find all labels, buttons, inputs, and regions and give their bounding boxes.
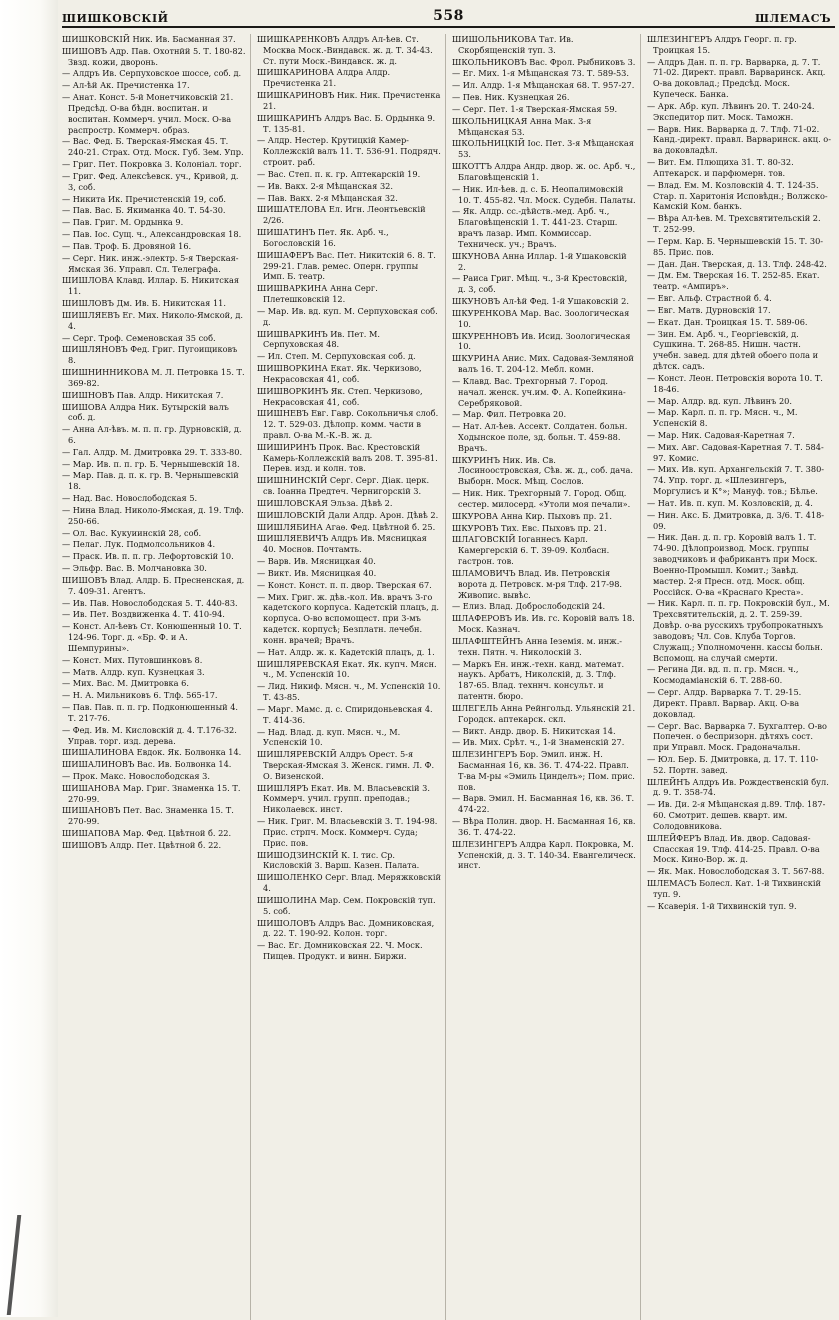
- directory-entry: — Матв. Алдр. куп. Кузнецкая 3.: [62, 666, 205, 677]
- directory-entry: — Анат. Конст. 5-й Монетчиковскій 21. Предсѣд. О-ва бѣдн. воспитан. и воспитан. Коммерч. учил. Моск. О-ва распростр. Коммерч. образ.: [62, 92, 234, 135]
- directory-entry: ШКУРИНЪ Ник. Ив. Св. Лосиноостровская, Сѣв. ж. д., соб. дача. Выборн. Моск. Мѣщ. Сослов.: [452, 454, 634, 487]
- directory-entry: — Ег. Мих. 1-я Мѣщанская 73. Т. 589-53.: [452, 68, 629, 79]
- directory-entry: — Ник. Дан. д. п. гр. Коровій валъ 1. Т. 74-90. Дѣлопроизвод. Моск. группы заводчиковъ и фабрикантъ при Моск. Военно-Промышл. Комит.; Завѣд. мастер. 2-я Пресн. отд. Моск. общ. Россійск. О-ва «Краснаго Креста».: [647, 532, 818, 597]
- directory-entry: — Над. Вас. Новослободская 5.: [62, 493, 198, 504]
- directory-entry: ШЛЕГЕЛЬ Анна Рейнгольд. Ульянскій 21. Городск. аптекарск. скл.: [452, 702, 636, 724]
- directory-entry: ШКОЛЬНИКОВЪ Вас. Фрол. Рыбниковъ 3.: [452, 56, 636, 67]
- directory-entry: ШИШЛЯНОВЪ Фед. Григ. Пугоищиковъ 8.: [62, 344, 238, 366]
- directory-entry: ШИШАНОВЪ Пет. Вас. Знаменка 15. Т. 270-99.: [62, 805, 234, 827]
- directory-entry: — Викт. Андр. двор. Б. Никитская 14.: [452, 725, 616, 736]
- directory-entry: — Пав. Вас. Б. Якиманка 40. Т. 54-30.: [62, 205, 226, 216]
- directory-entry: — Григ. Фед. Алексѣевск. уч., Кривой, д. 3, соб.: [62, 170, 239, 192]
- directory-entry: — Як. Мак. Новослободская 3. Т. 567-88.: [647, 866, 825, 877]
- directory-entry: ШКОТТЪ Алдра Андр. двор. ж. ос. Арб. ч., Благовѣщенскій 1.: [452, 161, 636, 182]
- directory-entry: ШИШОВЪ Адр. Пав. Охотнйй 5. Т. 180-82. Звзд. кожи, дворонь.: [62, 45, 246, 67]
- directory-entry: — Мар. Ив. вд. куп. М. Серпуховская соб. д.: [257, 305, 438, 327]
- directory-entry: — Гал. Алдр. М. Дмитровка 29. Т. 333-80.: [62, 446, 243, 457]
- directory-entry: — Никита Ик. Пречистенскій 19, соб.: [62, 193, 227, 204]
- directory-entry: — Пав. Григ. М. Ордынка 9.: [62, 217, 184, 228]
- header-rule: [62, 26, 835, 28]
- directory-entry: ШИШОДЗИНСКІЙ К. І. тис. Ср. Кисловскій 3. Варш. Казен. Палата.: [257, 849, 420, 871]
- directory-entry: ШИШОВЪ Влад. Алдр. Б. Пресненская, д. 7. 409-31. Агентъ.: [62, 574, 245, 596]
- directory-entry: ШЛЕЗИНГЕРЪ Алдра Карл. Покровка, М. Успенскій, д. 3. Т. 140-34. Евангелическ. инст.: [452, 838, 636, 871]
- directory-entry: — Ив. Мих. Срѣт. ч., 1-й Знаменскій 27.: [452, 737, 625, 748]
- directory-entry: ШИШНИННИКОВА М. Л. Петровка 15. Т. 369-82.: [62, 367, 245, 388]
- directory-entry: ШИШНЕВЪ Евг. Гавр. Сокольничья слоб. 12. Т. 529-03. Дѣлопр. комм. части в правл. О-ва М.-К.-В. ж. д.: [257, 408, 439, 440]
- directory-entry: ШКУНОВА Анна Иллар. 1-й Ушаковскій 2.: [452, 250, 627, 272]
- directory-entry: — Ол. Вас. Кукуиинскій 28, соб.: [62, 527, 202, 538]
- directory-entry: ШИШАЛИНОВА Евдок. Як. Болвонка 14.: [62, 747, 242, 758]
- directory-entry: — Вас. Степ. п. к. гр. Аптекарскій 19.: [257, 168, 421, 179]
- directory-entry: — Ксаверія. 1-й Тихвинскій туп. 9.: [647, 900, 797, 911]
- directory-entry: — Влад. Ем. М. Козловскій 4. Т. 124-35. Стар. п. Харитонія Исповѣдн.; Волжско-Камскій Ком. банкъ.: [647, 179, 828, 212]
- directory-entry: ШИШЛЯРЕВСКІЙ Алдръ Орест. 5-я Тверская-Ямская 3. Женск. гимн. Л. Ф. О. Визенской.: [257, 749, 435, 781]
- directory-entry: ШИШКАРИНЪ Алдръ Вас. Б. Ордынка 9. Т. 135-81.: [257, 112, 436, 134]
- directory-entry: — Дан. Дан. Тверская, д. 13. Тлф. 248-42.: [647, 258, 827, 269]
- directory-entry: ШЛАФЕРОВЪ Ив. Ив. гс. Коровій валъ 18. Моск. Казнач.: [452, 613, 635, 635]
- directory-entry: ШКОЛЬНИЦКІЙ Іос. Пет. 3-я Мѣщанская 53.: [452, 138, 634, 160]
- directory-entry: — Вѣра Полин. двор. Н. Басманная 16, кв. 36. Т. 474-22.: [452, 816, 636, 837]
- directory-entry: ШИШЛЯЕВЪ Ег. Мих. Николо-Ямской, д. 4.: [62, 309, 243, 331]
- directory-entry: ШЛАГОВСКІЙ Іоганнесъ Карл. Камергерскій 6. Т. 39-09. Колбасн. гастрон. тов.: [452, 534, 610, 567]
- directory-entry: ШЛЕЙНЪ Алдръ Ив. Рождественскій бул. д. 9. Т. 358-74.: [647, 776, 829, 798]
- directory-entry: — Нин. Акс. Б. Дмитровка, д. 3/6. Т. 418-09.: [647, 509, 825, 531]
- directory-entry: — Алдръ Ив. Серпуховское шоссе, соб. д.: [62, 68, 242, 79]
- directory-entry: — Як. Алдр. сс.-дѣйств.-мед. Арб. ч., Благовѣщенскій 1. Т. 441-23. Старш. врачъ лазар. Имп. Коммиссар. Техническ. уч.; Врачъ.: [452, 206, 618, 249]
- directory-entry: — Раиса Григ. Мѣщ. ч., 3-й Крестовскій, д. 3, соб.: [452, 273, 628, 295]
- directory-entry: — Серг. Троф. Семеновская 35 соб.: [62, 332, 216, 343]
- directory-entry: ШИШАПОВА Мар. Фед. Цвѣтной б. 22.: [62, 828, 232, 839]
- directory-entry: — Ал-ѣй Ак. Пречистенка 17.: [62, 80, 190, 91]
- directory-entry: ШИШАТЕЛОВА Ел. Игн. Леонтьевскій 2/26.: [257, 204, 426, 226]
- directory-entry: ШКУНОВЪ Ал-ѣй Фед. 1-й Ушаковскій 2.: [452, 296, 629, 307]
- directory-entry: — Ник. Ник. Трехгорный 7. Город. Общ. сестер. милосерд. «Утоли моя печали».: [452, 488, 631, 509]
- directory-entry: ШИШОВЪ Алдр. Пет. Цвѣтной б. 22.: [62, 839, 222, 850]
- directory-entry: — Пав. Пав. п. п. гр. Подконюшенный 4. Т. 217-76.: [62, 702, 239, 723]
- directory-entry: — Григ. Пет. Покровка 3. Колоніал. торг.: [62, 159, 242, 170]
- directory-entry: — Пав. Вакх. 2-я Мѣщанская 32.: [257, 192, 398, 203]
- column-4: [647, 34, 835, 1320]
- directory-entry: ШКУРОВА Анна Кир. Пыховъ пр. 21.: [452, 510, 613, 521]
- directory-entry: — Нат. Ал-ѣев. Ассект. Солдатен. больн. Ходынское поле, зд. больн. Т. 459-88. Врачъ.: [452, 421, 628, 453]
- directory-entry: — Пав. Іос. Сущ. ч., Александровская 18.: [62, 229, 242, 240]
- directory-entry: ШИШАТИНЪ Пет. Як. Арб. ч., Богословскій 16.: [257, 227, 389, 248]
- directory-entry: ШИШВОРКИНЪ Як. Степ. Черкизово, Некрасовская 41, соб.: [257, 385, 423, 407]
- directory-entry: — Екат. Дан. Троицкая 15. Т. 589-06.: [647, 316, 808, 327]
- directory-entry: — Ив. Пет. Воздвиженка 4. Т. 410-94.: [62, 609, 225, 620]
- directory-entry: — Викт. Ив. Мясницкая 40.: [257, 567, 377, 578]
- directory-entry: — Маркъ Ен. инж.-техн. канд. математ. наукъ. Арбатъ, Николскій, д. 3. Тлф. 187-65. Влад. техннч. консульт. и патентн. бюро.: [452, 658, 625, 702]
- directory-entry: — Серг. Алдр. Варварка 7. Т. 29-15. Директ. Правл. Варвар. Акц. О-ва доковлад.: [647, 687, 802, 719]
- directory-entry: — Мар. Карл. п. п. гр. Мясн. ч., М. Успенскій 8.: [647, 407, 798, 429]
- directory-entry: — Серг. Пет. 1-я Тверская-Ямская 59.: [452, 103, 618, 114]
- running-header: [62, 6, 835, 26]
- directory-entry: — Фед. Ив. М. Кисловскій д. 4. Т.176-32. Управ. торг. изд. дерева.: [62, 724, 237, 746]
- directory-entry: — Конст. Конст. п. п. двор. Тверская 67.: [257, 579, 432, 590]
- directory-entry: — Клавд. Вас. Трехгорный 7. Город. начал. женск. уч.им. Ф. А. Копейкина-Серебряковой.: [452, 375, 626, 408]
- directory-entry: ШЛЕЙФЕРЪ Влад. Ив. двор. Садовая-Спасская 19. Тлф. 414-25. Правл. О-ва Моск. Кино-Вор. ж. д.: [647, 832, 820, 865]
- directory-entry: — Мих. Ив. куп. Архангельскій 7. Т. 380-74. Упр. торг. д. «Шлезингеръ, Моргулисъ и К°»; Мануф. тов.; Бѣлье.: [647, 464, 825, 497]
- directory-entry: — Нат. Ив. п. куп. М. Козловскій, д. 4.: [647, 497, 813, 508]
- directory-entry: — Мих. Вас. М. Дмитровка 6.: [62, 678, 189, 689]
- directory-entry: ШИШОЛЕНКО Серг. Влад. Меряжковскій 4.: [257, 872, 441, 894]
- directory-entry: — Арк. Абр. куп. Лѣвинъ 20. Т. 240-24. Экспедитор пит. Моск. Таможн.: [647, 100, 815, 122]
- directory-entry: ШИШНИНСКІЙ Серг. Серг. Діак. церк. св. Іоанна Предтеч. Чернигорскій 3.: [257, 475, 430, 497]
- directory-entry: — Герм. Кар. Б. Чернышевскій 15. Т. 30-85. Прис. пов.: [647, 235, 824, 257]
- directory-entry: ШИШЛОВЪ Дм. Ив. Б. Никитская 11.: [62, 298, 226, 309]
- directory-entry: — Алдръ Дан. п. п. гр. Варварка, д. 7. Т. 71-02. Директ. правл. Варваринск. Акц. О-ва доковлад.; Предсѣд. Моск. Купеческ. Банка.: [647, 56, 826, 100]
- directory-entry: — Дм. Ем. Тверская 16. Т. 252-85. Екат. театр. «Ампиръ».: [647, 270, 820, 292]
- directory-entry: ШИШКОВСКІЙ Ник. Ив. Басманная 37.: [62, 34, 236, 44]
- directory-entry: ШИШЛЯРЪ Екат. Ив. М. Власьевскій 3. Коммерч. учил. групп. преподав.; Николаевск. инст.: [257, 782, 430, 815]
- directory-entry: — Ник. Карл. п. п. гр. Покровскій бул., М. Трехсвятительскій, д. 2. Т. 259-39. Довѣр. о-ва русскихъ трубопрокатныхъ заводовъ; Чл. Сов. Клуба Торгов. Служащ.; Уполномоченн. кассы больн. Вспомощ. на случай смерти.: [647, 598, 830, 663]
- directory-entry: — Вас. Ег. Домниковская 22. Ч. Моск. Пищев. Продукт. и винн. Биржи.: [257, 940, 423, 962]
- directory-entry: ШЛАФШТЕЙНЪ Анна Іеземія. м. инж.-техн. Пятн. ч. Николоскій 3.: [452, 635, 623, 657]
- column-2: [257, 34, 446, 1320]
- directory-entry: ШИШОВА Алдра Ник. Бутырскій валъ соб. д.: [62, 401, 229, 423]
- directory-entry: — Мар. Фил. Петровка 20.: [452, 409, 567, 420]
- directory-entry: — Юл. Бер. Б. Дмитровка, д. 17. Т. 110-52. Портн. завед.: [647, 754, 819, 775]
- directory-entry: — Ив. Ди. 2-я Мѣщанская д.89. Тлф. 187-60. Смотрит. дешев. кварт. им. Солодовникова.: [647, 799, 826, 831]
- directory-entry: — Ник. Григ. М. Власьевскій 3. Т. 194-98. Прис. стрпч. Моск. Коммерч. Суда; Прис. пов.: [257, 816, 438, 848]
- directory-entry: — Конст. Леон. Петровскія ворота 10. Т. 18-46.: [647, 372, 823, 394]
- directory-entry: — Конст. Ал-ѣевъ Ст. Конюшенный 10. Т. 124-96. Торг. д. «Бр. Ф. и А. Шемпурины».: [62, 621, 242, 653]
- directory-entry: ШЛАМОВИЧЪ Влад. Ив. Петровскія ворота д. Петровск. м-ря Тлф. 217-98. Живопис. вывѣс.: [452, 567, 623, 600]
- directory-entry: ШКУРОВЪ Тих. Евс. Пыховъ пр. 21.: [452, 522, 607, 533]
- directory-entry: — Н. А. Мильниковъ 6. Тлф. 565-17.: [62, 690, 218, 701]
- directory-entry: — Прок. Макс. Новослободская 3.: [62, 771, 210, 781]
- directory-entry: ШИШАЛИНОВЪ Вас. Ив. Болвонка 14.: [62, 759, 232, 770]
- directory-entry: — Мар. Ив. п. п. гр. Б. Чернышевскій 18.: [62, 458, 240, 469]
- directory-entry: ШИШЛОВСКАЯ Эльза. Дѣвѣ 2.: [257, 497, 393, 508]
- directory-entry: ШЛЕЗИНГЕРЪ Алдръ Георг. п. гр. Троицкая 15.: [647, 34, 797, 55]
- directory-entry: ШЛЕЗИНГЕРЪ Бор. Эмил. инж. Н. Басманная 16, кв. 36. Т. 474-22. Правл. Т-ва М-ры «Эмиль Цинделъ»; Пом. прис. пов.: [452, 749, 635, 792]
- directory-entry: — Анна Ал-ѣвъ. м. п. п. гр. Дурновскій, д. 6.: [62, 424, 242, 445]
- directory-entry: — Регина Ди. вд. п. п. гр. Мясн. ч., Космодаміанскій 6. Т. 288-60.: [647, 664, 799, 686]
- directory-entry: ШИШВОРКИНА Екат. Як. Черкизово, Некрасовская 41, соб.: [257, 363, 422, 384]
- directory-entry: ШКУРЕННОВЪ Ив. Исид. Зоологическая 10.: [452, 330, 631, 352]
- directory-entry: — Варв. Ник. Варварка д. 7. Тлф. 71-02. Канд.-директ. правл. Варваринск. акц. о-ва доковладѣл.: [647, 123, 831, 156]
- directory-entry: ШИШИРИНЪ Прок. Вас. Крестовскій Камерь-Коллежскій валъ 208. Т. 395-81. Перев. изд. и колн. тов.: [257, 441, 438, 474]
- directory-entry: — Нат. Алдр. ж. к. Кадетскій плацъ, д. 1.: [257, 646, 435, 657]
- directory-entry: — Вас. Фед. Б. Тверская-Ямская 45. Т. 240-21. Страх. Отд. Моск. Губ. Зем. Упр.: [62, 136, 244, 158]
- directory-entry: — Мих. Григ. ж. дѣв.-кол. Ив. врачъ 3-го кадетского корпуса. Кадетскій плацъ, д. корпуса. О-во вспомощест. при 3-мъ кадетск. корпусѣ; Безплатн. лечебн. конн. врачей; Врачъ.: [257, 591, 439, 645]
- directory-entry: — Ив. Пав. Новослободская 5. Т. 440-83.: [62, 597, 238, 608]
- directory-entry: — Над. Влад. д. куп. Мясн. ч., М. Успенскій 10.: [257, 726, 401, 748]
- page-number: 558: [433, 8, 464, 24]
- directory-entry: ШИШАФЕРЪ Вас. Пет. Никитскій 6. 8. Т. 299-21. Глав. ремес. Оперн. группы Имп. Б. театр.: [257, 249, 436, 282]
- directory-entry: ШИШЛЯЕВИЧЪ Алдръ Ив. Мясницкая 40. Моснов. Почтамть.: [257, 533, 427, 555]
- directory-entry: — Евг. Матв. Дурновскій 17.: [647, 304, 771, 315]
- directory-entry: ШИШОЛЬНИКОВА Тат. Ив. Скорбященскій туп. 3.: [452, 34, 574, 55]
- directory-entry: ШИШКАРЕНКОВЪ Алдръ Ал-ѣев. Ст. Москва Моск.-Виндавск. ж. д. Т. 34-43. Ст. пути Моск.-Виндавск. ж. д.: [257, 34, 433, 66]
- directory-entry: — Праск. Ив. п. п. гр. Лефортовскій 10.: [62, 551, 234, 562]
- column-3: [452, 34, 641, 1320]
- directory-entry: ШИШЛЯБИНА Агаѳ. Фед. Цвѣтной б. 25.: [257, 521, 436, 532]
- directory-entry: — Ил. Алдр. 1-я Мѣщанская 68. Т. 957-27.: [452, 80, 635, 91]
- directory-entry: — Ив. Вакх. 2-я Мѣщанская 32.: [257, 180, 393, 191]
- directory-entry: — Эльфр. Вас. В. Молчановка 30.: [62, 563, 207, 574]
- directory-entry: — Елиз. Влад. Доброслободскій 24.: [452, 601, 606, 612]
- directory-entry: — Мих. Авг. Садовая-Каретная 7. Т. 584-97. Комис.: [647, 441, 824, 463]
- directory-entry: ШИШЛОВСКІЙ Дали Алдр. Арон. Дѣвѣ 2.: [257, 509, 439, 520]
- directory-entry: — Серг. Ник. инж.-электр. 5-я Тверская-Ямская 36. Управл. Сл. Телеграфа.: [62, 252, 239, 274]
- directory-entry: — Варв. Ив. Мясницкая 40.: [257, 556, 376, 567]
- directory-entry: — Пав. Троф. Б. Дровяной 16.: [62, 240, 192, 251]
- directory-entry: ШЛЕМАСЪ Болесл. Кат. 1-й Тихвинскій туп. 9.: [647, 878, 821, 899]
- directory-entry: — Конст. Мих. Путовшинковъ 8.: [62, 654, 203, 665]
- directory-entry: — Мар. Ник. Садовая-Каретная 7.: [647, 429, 795, 440]
- header-right-word: ШЛЕМАСЪ: [755, 12, 831, 25]
- columns-container: [62, 34, 835, 1320]
- directory-entry: — Пелаг. Лук. Подмолсольников 4.: [62, 539, 216, 550]
- directory-entry: — Мар. Пав. д. п. к. гр. В. Чернышевскій 18.: [62, 470, 239, 492]
- directory-entry: ШИШВАРКИНА Анна Серг. Плетешковскій 12.: [257, 283, 378, 305]
- directory-entry: ШИШОЛОВЪ Алдръ Вас. Домниковская, д. 22. Т. 190-92. Колон. торг.: [257, 917, 435, 939]
- directory-entry: — Алдр. Нестер. Крутицкій Камер-Коллежскій валъ 11. Т. 536-91. Подрядч. строит. раб.: [257, 135, 441, 168]
- directory-entry: — Марг. Мамс. д. с. Спиридоньевская 4. Т. 414-36.: [257, 703, 433, 725]
- directory-entry: — Лид. Никиф. Мясн. ч., М. Успенскій 10. Т. 43-85.: [257, 681, 441, 703]
- directory-entry: ШИШКАРИНОВЪ Ник. Ник. Пречистенка 21.: [257, 90, 441, 111]
- directory-entry: — Мар. Алдр. вд. куп. Лѣвинъ 20.: [647, 395, 792, 406]
- directory-entry: ШИШНОВЪ Пав. Алдр. Никитская 7.: [62, 389, 224, 400]
- directory-entry: ШИШАНОВА Мар. Григ. Знаменка 15. Т. 270-99.: [62, 782, 241, 804]
- directory-entry: ШКУРЕНКОВА Мар. Вас. Зоологическая 10.: [452, 307, 630, 329]
- directory-entry: — Серг. Вас. Варварка 7. Бухгалтер. О-во Попечен. о беспризорн. дѣтяхъ сост. при Управл. Моск. Градоначальн.: [647, 720, 827, 753]
- directory-entry: — Вит. Ем. Плющиха 31. Т. 80-32. Аптекарск. и парфюмерн. тов.: [647, 157, 794, 178]
- directory-entry: — Варв. Эмил. Н. Басманная 16, кв. 36. Т. 474-22.: [452, 793, 635, 815]
- directory-entry: ШКОЛЬНИЦКАЯ Анна Мак. 3-я Мѣщанская 53.: [452, 115, 592, 137]
- directory-entry: — Зин. Ем. Арб. ч., Георгіевскій, д. Сушкина. Т. 268-85. Нишн. частн. учебн. завед. для дѣтей обоего пола и дѣтск. садъ.: [647, 328, 819, 372]
- directory-entry: ШИШВАРКИНЪ Ив. Пет. М. Серпуховская 48.: [257, 328, 380, 350]
- directory-entry: — Евг. Альф. Страстной б. 4.: [647, 293, 772, 304]
- directory-entry: ШИШКАРИНОВА Алдра Алдр. Пречистенка 21.: [257, 67, 391, 89]
- directory-entry: — Нина Влад. Николо-Ямская, д. 19. Тлф. 250-66.: [62, 504, 244, 526]
- directory-entry: — Ник. Ил-ѣев. д. с. Б. Неопалимовскій 10. Т. 455-82. Чл. Моск. Судебн. Палаты.: [452, 183, 636, 205]
- header-left-word: ШИШКОВСКІЙ: [62, 12, 169, 25]
- directory-entry: — Вѣра Ал-ѣев. М. Трехсвятительскій 2. Т. 252-99.: [647, 213, 821, 235]
- directory-entry: ШКУРИНА Анис. Мих. Садовая-Земляной валъ 16. Т. 204-12. Мебл. комн.: [452, 353, 634, 375]
- column-1: [62, 34, 251, 1320]
- directory-entry: ШИШЛЯРЕВСКАЯ Екат. Як. купч. Мясн. ч., М. Успенскій 10.: [257, 658, 437, 680]
- directory-entry: — Пев. Ник. Кузнецкая 26.: [452, 92, 570, 103]
- directory-entry: ШИШОЛИНА Мар. Сем. Покровскій туп. 5. соб.: [257, 894, 436, 916]
- directory-entry: — Ил. Степ. М. Серпуховская соб. д.: [257, 351, 416, 362]
- directory-entry: ШИШЛОВА Клавд. Иллар. Б. Никитская 11.: [62, 275, 240, 297]
